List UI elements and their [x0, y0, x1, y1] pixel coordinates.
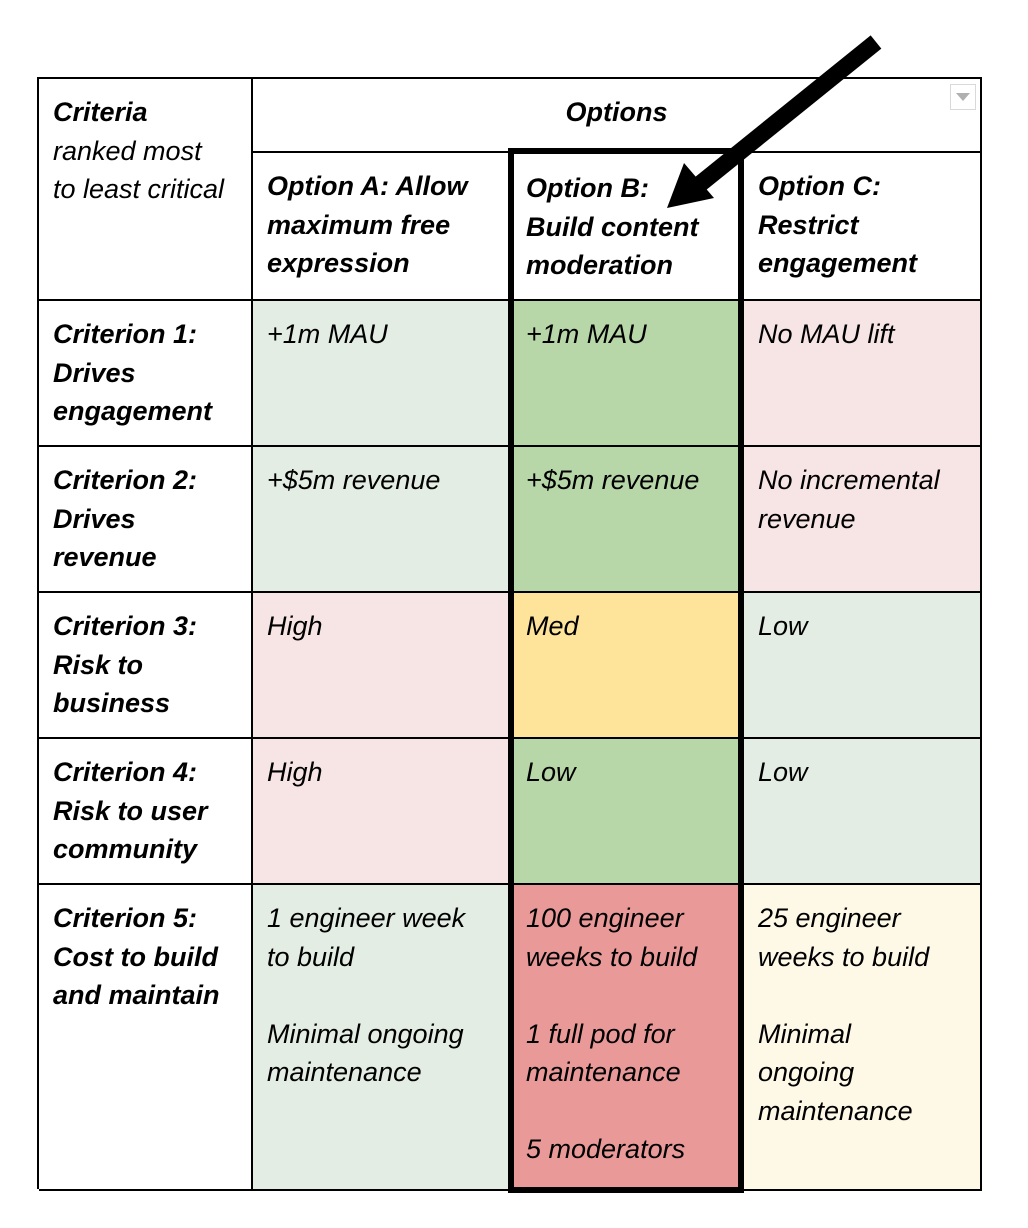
criterion-3-option-b-cell: Med: [512, 593, 744, 739]
criterion-2-label: Criterion 2: Drives revenue: [39, 447, 253, 593]
criterion-4-option-a-cell: High: [253, 739, 512, 885]
criterion-2-option-b-cell: +$5m revenue: [512, 447, 744, 593]
criterion-5-option-a-cell: 1 engineer week to build Minimal ongoing maintenance: [253, 885, 512, 1191]
criterion-3-option-c-cell: Low: [744, 593, 982, 739]
criterion-4-option-c-cell: Low: [744, 739, 982, 885]
criterion-1-option-c-cell: No MAU lift: [744, 301, 982, 447]
criterion-5-label: Criterion 5: Cost to build and maintain: [39, 885, 253, 1191]
criterion-1-option-b-cell: +1m MAU: [512, 301, 744, 447]
option-b-header: Option B: Build content moderation: [512, 153, 744, 301]
criterion-2-option-c-cell: No incremental revenue: [744, 447, 982, 593]
option-a-header: Option A: Allow maximum free expression: [253, 153, 512, 301]
criterion-5-option-c-cell: 25 engineer weeks to build Minimal ongoing maintenance: [744, 885, 982, 1191]
criterion-3-label: Criterion 3: Risk to business: [39, 593, 253, 739]
criteria-title: Criteria: [53, 97, 148, 127]
criterion-1-option-a-cell: +1m MAU: [253, 301, 512, 447]
option-c-header: Option C: Restrict engagement: [744, 153, 982, 301]
criterion-3-option-a-cell: High: [253, 593, 512, 739]
criterion-4-option-b-cell: Low: [512, 739, 744, 885]
criterion-4-label: Criterion 4: Risk to user community: [39, 739, 253, 885]
options-title: Options: [565, 97, 668, 127]
criteria-subtitle-line: to least critical: [53, 174, 225, 204]
criterion-2-option-a-cell: +$5m revenue: [253, 447, 512, 593]
criterion-1-label: Criterion 1: Drives engagement: [39, 301, 253, 447]
criteria-subtitle-line: ranked most: [53, 135, 202, 166]
criterion-5-option-b-cell: 100 engineer weeks to build 1 full pod for maintenance 5 moderators: [512, 885, 744, 1191]
